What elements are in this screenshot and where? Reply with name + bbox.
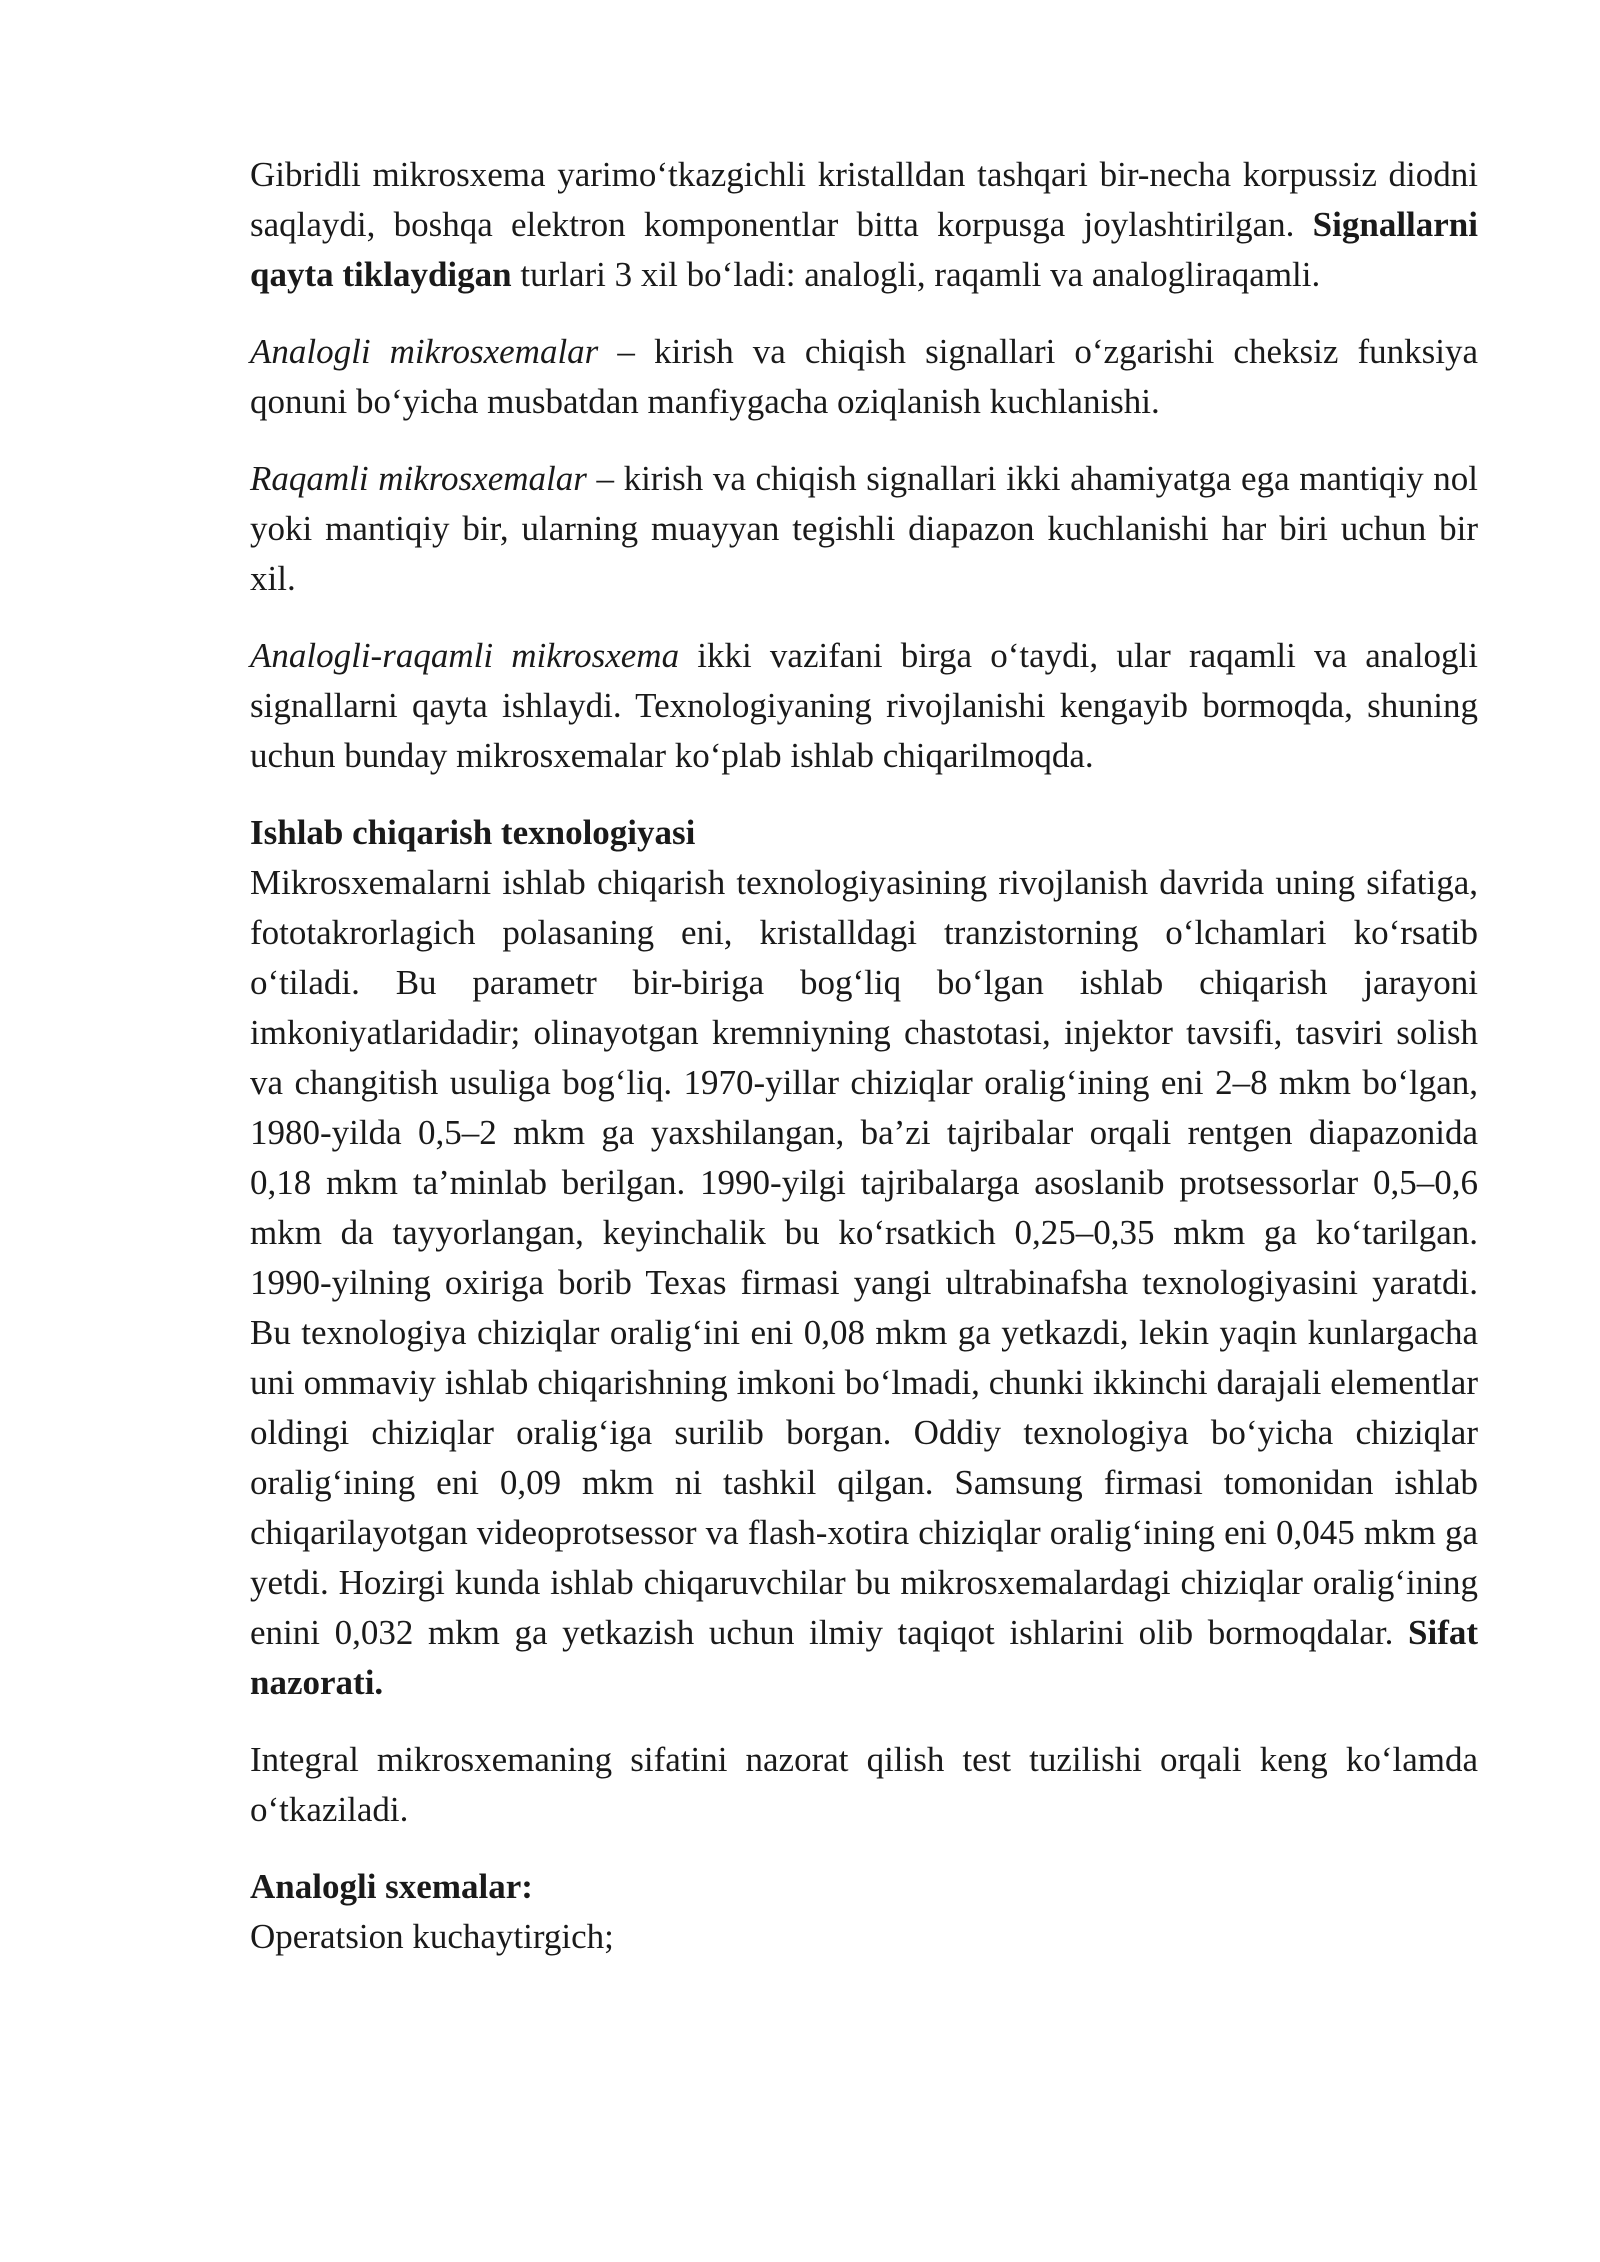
section-heading-production-technology: Ishlab chiqarish texnologiyasi <box>250 813 696 852</box>
paragraph-text: ikki vazifani birga o‘taydi, ular raqamli va analogli signallarni qayta ishlaydi. Texnologiyaning rivojlanishi kengayib bormoqda, shuning uchun bunday mikrosxemalar ko‘plab ishlab chiqarilmoqda. <box>250 636 1479 775</box>
italic-term-analog-digital: Analogli-raqamli mikrosxema <box>250 636 680 675</box>
paragraph-text: Mikrosxemalarni ishlab chiqarish texnologiyasining rivojlanish davrida uning sifatiga, fototakrorlagich polasaning eni, kristalldagi tranzistorning o‘lchamlari ko‘rsatib o‘tiladi. Bu parametr bir-biriga bog‘liq bo‘lgan ishlab chiqarish jarayoni imkoniyatlaridadir; olinayotgan kremniyning chastotasi, injektor tavsifi, tasviri solish va changitish usuliga bog‘liq. 1970-yillar chiziqlar oralig‘ining eni 2–8 mkm bo‘lgan, 1980-yilda 0,5–2 mkm ga yaxshilangan, ba’zi tajribalar orqali rentgen diapazonida 0,18 mkm ta’minlab berilgan. 1990-yilgi tajribalarga asoslanib protsessorlar 0,5–0,6 mkm da tayyorlangan, keyinchalik bu ko‘rsatkich 0,25–0,35 mkm ga ko‘tarilgan. 1990-yilning oxiriga borib Texas firmasi yangi ultrabinafsha texnologiyasini yaratdi. Bu texnologiya chiziqlar oralig‘ini eni 0,08 mkm ga yetkazdi, lekin yaqin kunlargacha uni ommaviy ishlab chiqarishning imkoni bo‘lmadi, chunki ikkinchi darajali elementlar oldingi chiziqlar oralig‘iga surilib borgan. Oddiy texnologiya bo‘yicha chiziqlar oralig‘ining eni 0,09 mkm ni tashkil qilgan. Samsung firmasi tomonidan ishlab chiqarilayotgan videoprotsessor va flash-xotira chiziqlar oralig‘ining eni 0,045 mkm ga yetdi. Hozirgi kunda ishlab chiqaruvchilar bu mikrosxemalardagi chiziqlar oralig‘ining enini 0,032 mkm ga yetkazish uchun ilmiy taqiqot ishlarini olib bormoqdalar. <box>250 863 1478 1652</box>
italic-term-analog: Analogli mikrosxemalar <box>250 332 599 371</box>
paragraph-text: Gibridli mikrosxema yarimo‘tkazgichli kristalldan tashqari bir-necha korpussiz diodni saqlaydi, boshqa elektron komponentlar bitta korpusga joylashtirilgan. <box>250 155 1478 244</box>
paragraph-production-technology <box>250 858 1478 1708</box>
paragraph-text: turlari 3 xil bo‘ladi: analogli, raqamli va analogliraqamli. <box>511 255 1321 294</box>
bold-term-signal-restoring: Signallarni qayta tiklaydigan <box>250 205 1478 294</box>
paragraph-hybrid-microcircuit <box>250 150 1478 300</box>
paragraph-digital-microcircuits <box>250 454 1478 604</box>
paragraph-analog-circuits-list <box>250 1912 1478 1962</box>
document-page <box>250 150 1478 1962</box>
paragraph-text: Integral mikrosxemaning sifatini nazorat qilish test tuzilishi orqali keng ko‘lamda o‘tkaziladi. <box>250 1740 1478 1829</box>
italic-term-digital: Raqamli mikrosxemalar <box>250 459 587 498</box>
section-heading-analog-circuits: Analogli sxemalar: <box>250 1867 533 1906</box>
list-item-op-amp: Operatsion kuchaytirgich; <box>250 1917 614 1956</box>
paragraph-analog-digital-microcircuit <box>250 631 1478 781</box>
section-heading-quality-control: Sifat nazorati. <box>250 1613 1478 1702</box>
paragraph-quality-control <box>250 1735 1478 1835</box>
paragraph-analog-microcircuits <box>250 327 1478 427</box>
paragraph-text: – kirish va chiqish signallari o‘zgarishi cheksiz funksiya qonuni bo‘yicha musbatdan manfiygacha oziqlanish kuchlanishi. <box>250 332 1479 421</box>
paragraph-text: – kirish va chiqish signallari ikki ahamiyatga ega mantiqiy nol yoki mantiqiy bir, ularning muayyan tegishli diapazon kuchlanishi har biri uchun bir xil. <box>250 459 1478 598</box>
